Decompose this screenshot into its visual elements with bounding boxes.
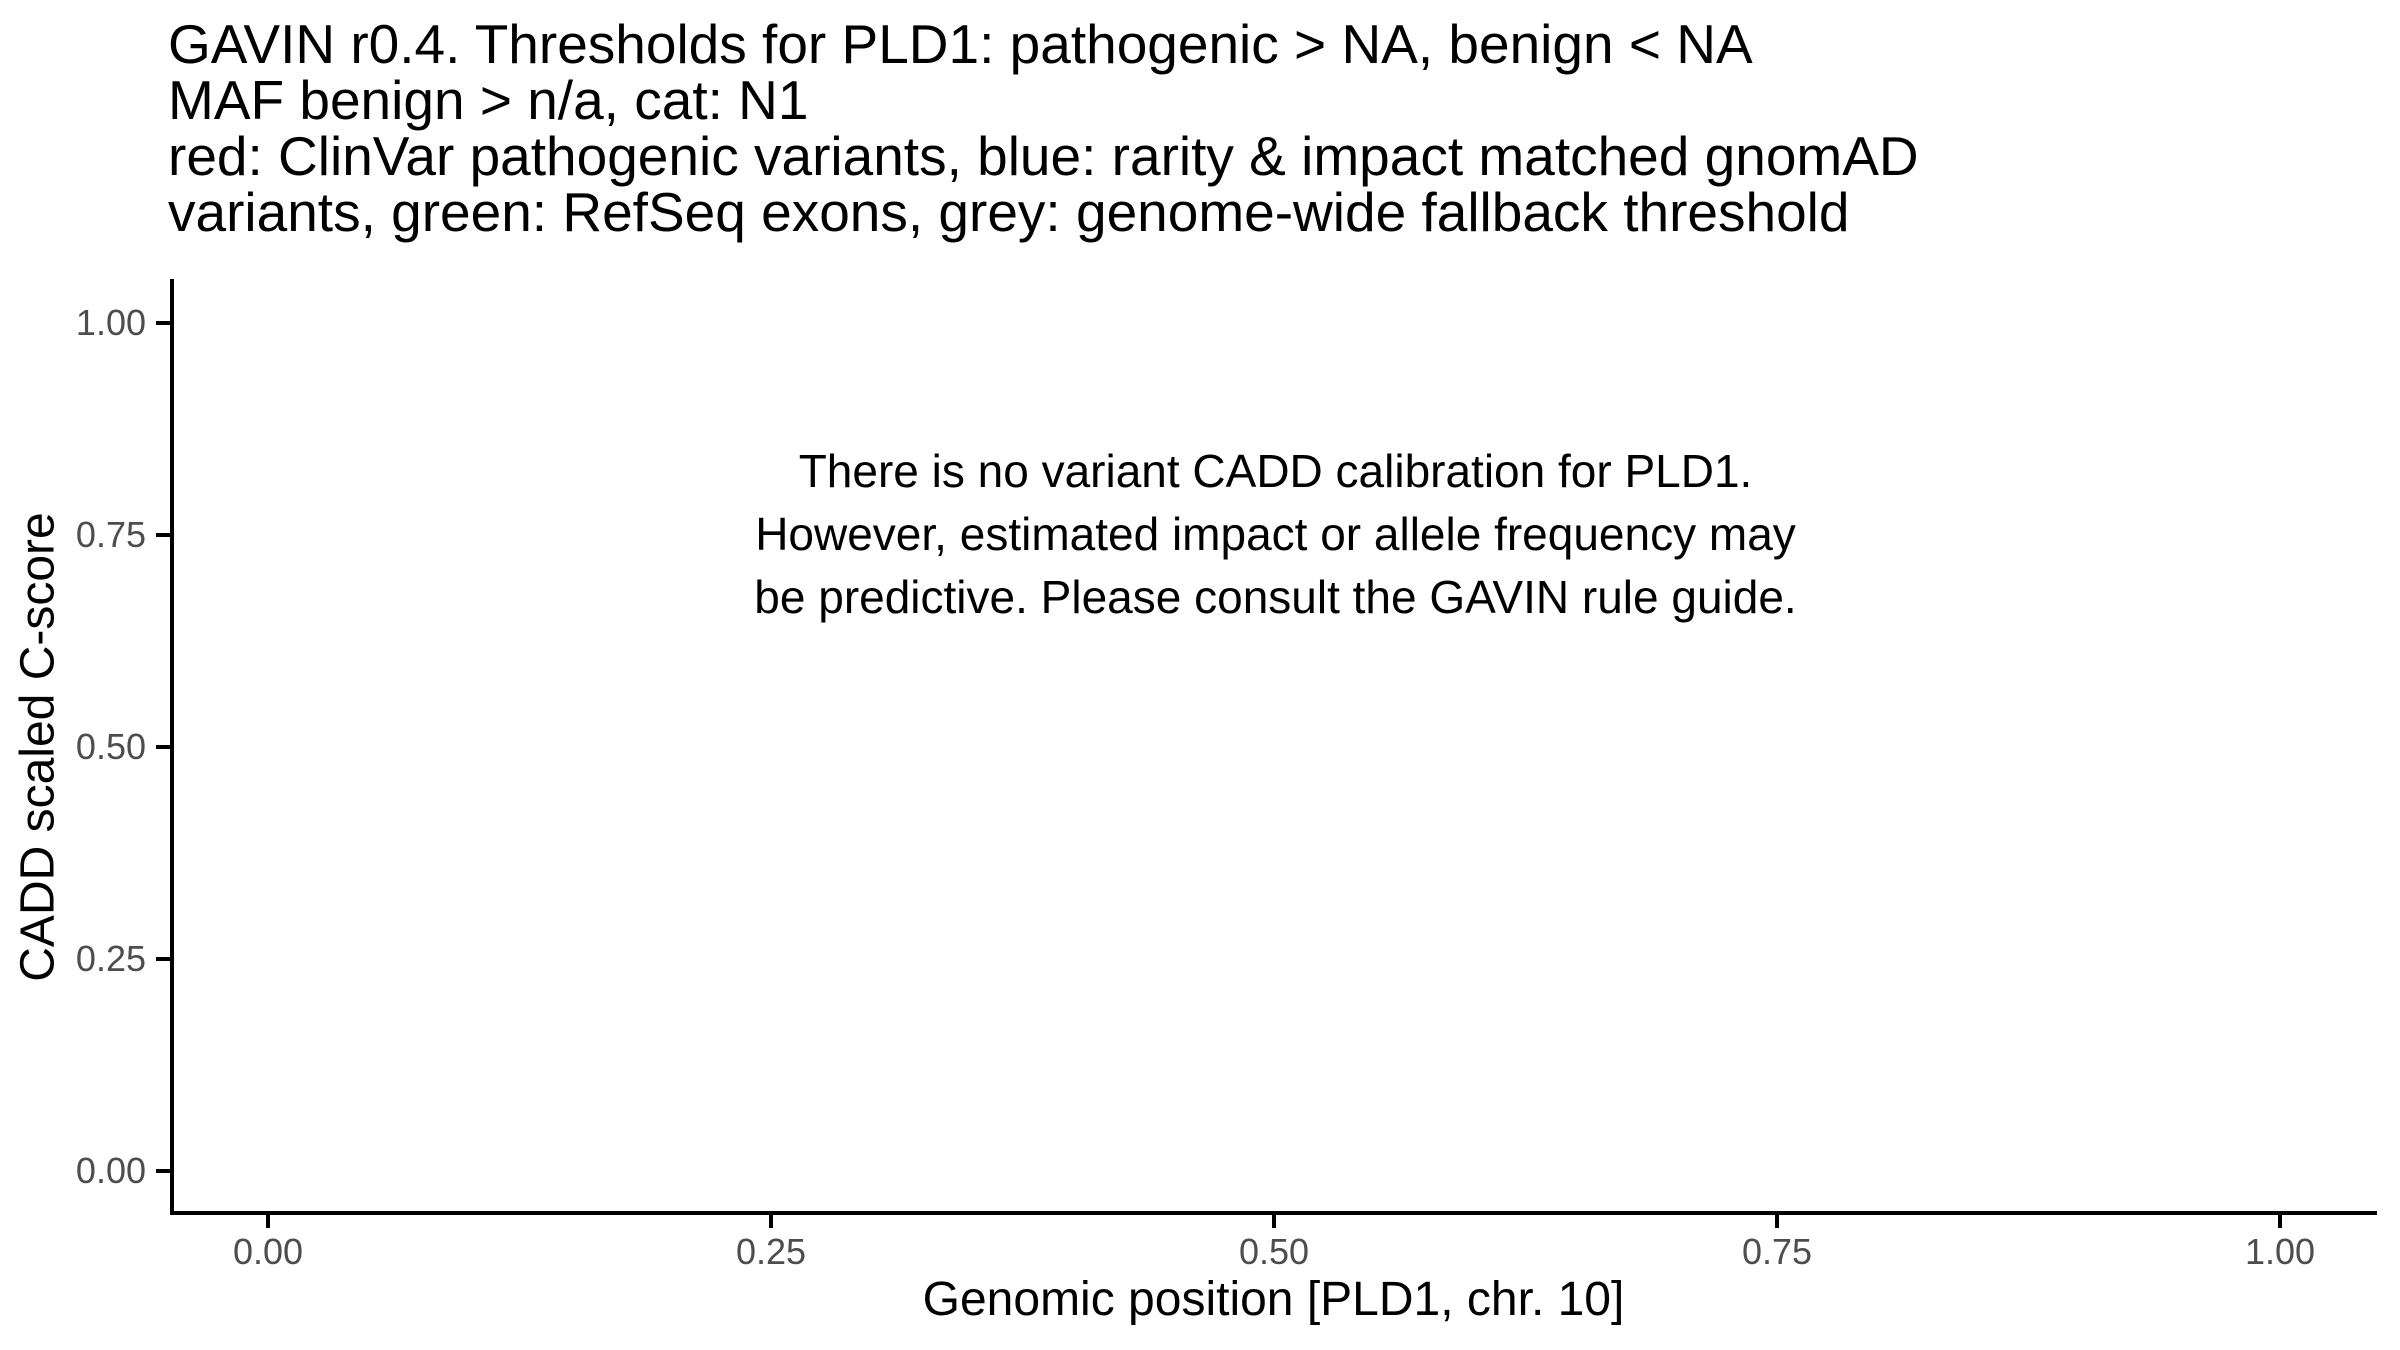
x-tick-label: 0.00 [232,1231,304,1272]
plot-title [168,13,1919,243]
x-tick-label: 0.25 [735,1231,807,1272]
y-tick-mark [156,957,170,961]
x-tick-mark [769,1215,773,1228]
x-tick-label: 0.50 [1238,1231,1310,1272]
plot-title-line-2: MAF benign > n/a, cat: N1 [168,69,809,131]
x-tick-mark [2278,1215,2282,1228]
y-tick-label: 0.75 [75,514,146,555]
y-tick-mark [156,321,170,325]
x-tick-mark [1775,1215,1779,1228]
annotation-line-1: There is no variant CADD calibration for PLD1. [798,445,1753,497]
annotation-line-2: However, estimated impact or allele frequency may [755,508,1796,560]
y-tick-mark [156,533,170,537]
x-tick-mark [266,1215,270,1228]
annotation-text [174,440,2377,629]
y-tick-label: 0.50 [75,726,146,767]
y-tick-label: 1.00 [75,302,146,343]
plot-title-line-3: red: ClinVar pathogenic variants, blue: rarity & impact matched gnomAD [168,125,1919,187]
y-tick-label: 0.25 [75,938,146,979]
plot-title-line-4: variants, green: RefSeq exons, grey: genome-wide fallback threshold [168,181,1850,243]
x-tick-label: 0.75 [1741,1231,1813,1272]
x-tick-mark [1272,1215,1276,1228]
y-tick-mark [156,745,170,749]
plot-title-line-1: GAVIN r0.4. Thresholds for PLD1: pathogenic > NA, benign < NA [168,13,1753,75]
x-axis-title: Genomic position [PLD1, chr. 10] [922,1273,1625,1326]
plot-panel [170,279,2377,1215]
x-tick-label: 1.00 [2244,1231,2316,1272]
y-tick-mark [156,1169,170,1173]
annotation-line-3: be predictive. Please consult the GAVIN rule guide. [754,571,1797,623]
y-tick-label: 0.00 [75,1150,146,1191]
y-axis-title: CADD scaled C-score [11,512,65,982]
